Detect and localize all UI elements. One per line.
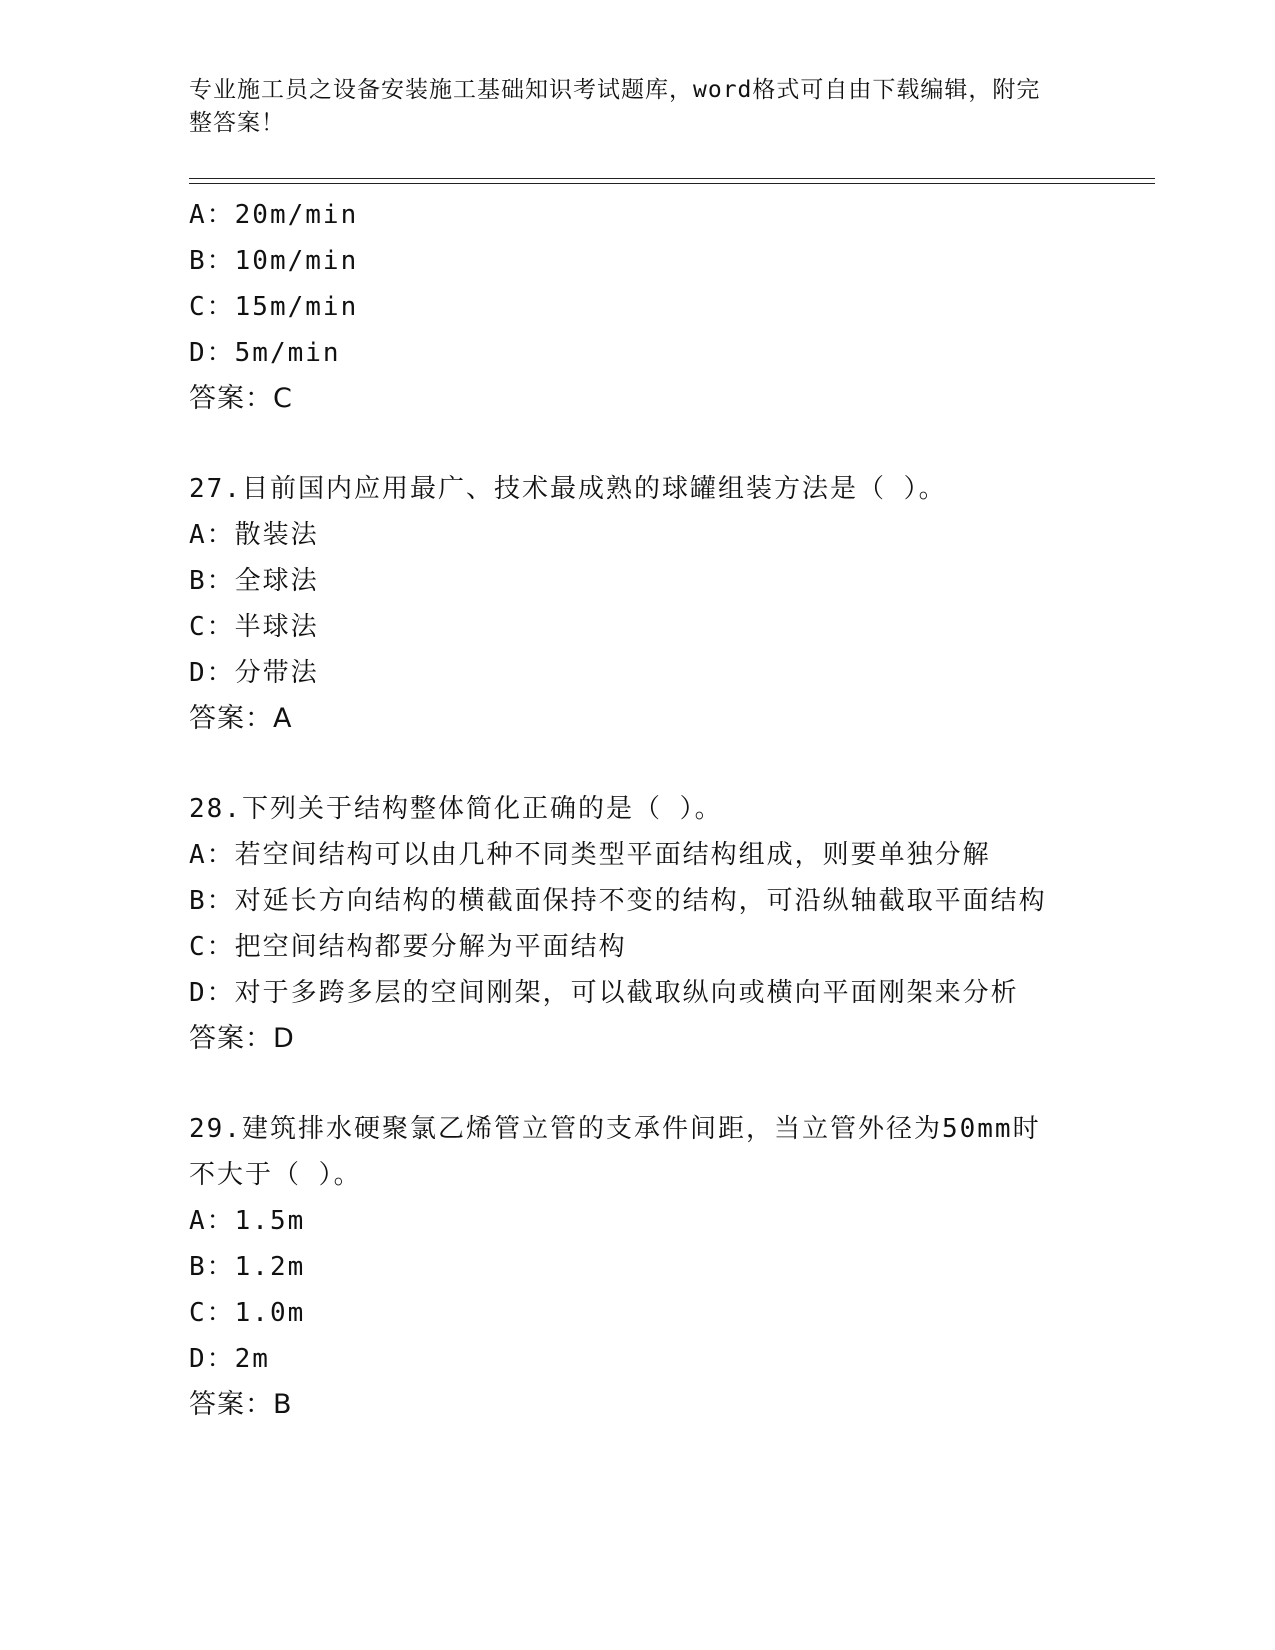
option-text: 半球法 (234, 612, 319, 642)
option-label: C： (189, 292, 235, 322)
answer-line (189, 696, 1149, 742)
option-text: 对于多跨多层的空间刚架，可以截取纵向或横向平面刚架来分析 (234, 978, 1019, 1008)
spacer (189, 1062, 1149, 1106)
option-text: 分带法 (234, 658, 319, 688)
answer-line (189, 1382, 1149, 1428)
option-b (189, 1244, 1149, 1290)
option-text: 5m/min (234, 338, 341, 368)
option-a (189, 512, 1149, 558)
answer-label: 答案： (189, 1023, 273, 1054)
option-a (189, 1198, 1149, 1244)
option-text: 对延长方向结构的横截面保持不变的结构，可沿纵轴截取平面结构 (234, 886, 1047, 916)
question-list (189, 192, 1149, 1428)
option-c (189, 1290, 1149, 1336)
option-label: D： (189, 338, 235, 368)
answer-value: C (273, 383, 293, 414)
header-line-1: 专业施工员之设备安装施工基础知识考试题库，word格式可自由下载编辑，附完 (189, 77, 1041, 103)
spacer (189, 742, 1149, 786)
answer-line (189, 376, 1149, 422)
option-label: D： (189, 1344, 235, 1374)
option-text: 20m/min (234, 200, 359, 230)
option-label: D： (189, 978, 235, 1008)
answer-label: 答案： (189, 383, 273, 414)
header-line-2: 整答案！ (189, 110, 285, 136)
option-d (189, 970, 1149, 1016)
option-text: 1.2m (234, 1252, 306, 1282)
question-block-27 (189, 466, 1149, 742)
question-stem: 29.建筑排水硬聚氯乙烯管立管的支承件间距，当立管外径为50mm时 (189, 1114, 1041, 1144)
answer-value: A (273, 703, 293, 734)
option-d (189, 1336, 1149, 1382)
option-c (189, 604, 1149, 650)
question-stem-continued: 不大于（ ）。 (189, 1160, 362, 1190)
option-label: D： (189, 658, 235, 688)
question-block-28 (189, 786, 1149, 1062)
option-text: 1.5m (234, 1206, 306, 1236)
option-text: 15m/min (234, 292, 359, 322)
option-label: B： (189, 886, 235, 916)
answer-value: D (273, 1023, 295, 1054)
header-divider-top (189, 178, 1155, 179)
spacer (189, 422, 1149, 466)
option-b (189, 878, 1149, 924)
option-text: 把空间结构都要分解为平面结构 (234, 932, 627, 962)
option-text: 散装法 (234, 520, 319, 550)
option-label: B： (189, 246, 235, 276)
option-text: 若空间结构可以由几种不同类型平面结构组成，则要单独分解 (234, 840, 991, 870)
answer-line (189, 1016, 1149, 1062)
question-block-prev (189, 192, 1149, 422)
option-text: 全球法 (234, 566, 319, 596)
answer-label: 答案： (189, 703, 273, 734)
option-label: A： (189, 1206, 235, 1236)
option-b (189, 238, 1149, 284)
option-label: B： (189, 1252, 235, 1282)
option-label: C： (189, 932, 235, 962)
answer-label: 答案： (189, 1389, 273, 1420)
header-divider-bottom (189, 183, 1155, 184)
option-text: 10m/min (234, 246, 359, 276)
option-c (189, 284, 1149, 330)
option-d (189, 650, 1149, 696)
option-label: B： (189, 566, 235, 596)
option-c (189, 924, 1149, 970)
option-label: A： (189, 200, 235, 230)
option-a (189, 192, 1149, 238)
question-stem: 27.目前国内应用最广、技术最成熟的球罐组装方法是（ ）。 (189, 474, 947, 504)
option-label: A： (189, 840, 235, 870)
question-block-29 (189, 1106, 1149, 1428)
document-header (189, 74, 1069, 140)
option-label: A： (189, 520, 235, 550)
question-stem: 28.下列关于结构整体简化正确的是（ ）。 (189, 794, 723, 824)
option-d (189, 330, 1149, 376)
option-b (189, 558, 1149, 604)
option-text: 2m (234, 1344, 270, 1374)
option-text: 1.0m (234, 1298, 306, 1328)
answer-value: B (273, 1389, 293, 1420)
option-label: C： (189, 1298, 235, 1328)
option-a (189, 832, 1149, 878)
option-label: C： (189, 612, 235, 642)
